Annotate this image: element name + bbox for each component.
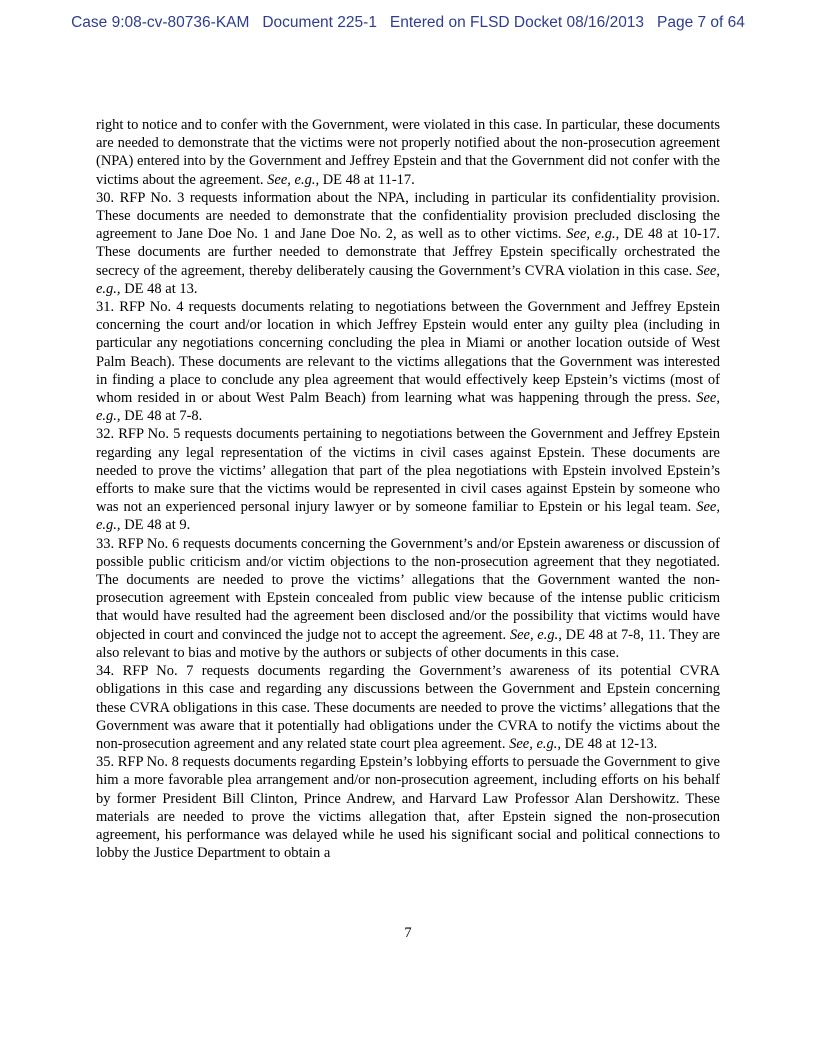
case-number: Case 9:08-cv-80736-KAM	[71, 14, 250, 31]
paragraph-text: 32. RFP No. 5 requests documents pertaining to negotiations between the Government and Jeffrey Epstein regarding any legal representation of the victims in civil cases against Epstein. These documents are needed to prove the victims’ allegation that part of the plea negotiations with Epstein involved Epstein’s efforts to make sure that the victims would be represented in civil cases against Epstein by someone who was not an experienced personal injury lawyer or by someone familiar to Epstein or his legal team.	[96, 426, 720, 516]
paragraph-text: 33. RFP No. 6 requests documents concerning the Government’s and/or Epstein awareness or discussion of possible public criticism and/or victim objections to the non-prosecution agreement that they negotiated. The documents are needed to prove the victims’ allegations that the Government wanted the non-prosecution agreement with Epstein concealed from public view because of the intense public criticism that would have resulted had the agreement been disclosed and/or the possibility that victims would have objected in court and convinced the judge not to accept the agreement.	[96, 535, 720, 643]
page-count: Page 7 of 64	[656, 14, 745, 31]
page-number: 7	[404, 925, 412, 941]
document-number: Document 225-1	[262, 14, 377, 31]
citation-signal: See, e.g.,	[96, 262, 720, 297]
docket-header	[0, 14, 816, 32]
document-body	[96, 116, 720, 862]
citation-signal: See, e.g.,	[509, 735, 562, 752]
paragraph-text: 31. RFP No. 4 requests documents relating to negotiations between the Government and Jeffrey Epstein concerning the court and/or location in which Jeffrey Epstein would enter any guilty plea (including in particular any negotiations concerning concluding the plea in Miami or another location outside of West Palm Beach). These documents are relevant to the victims allegations that the Government was interested in finding a place to conclude any plea agreement that would effectively keep Epstein’s victims (most of whom resided in or about West Palm Beach) from learning what was happening through the press.	[96, 299, 720, 407]
paragraph-text: right to notice and to confer with the Government, were violated in this case. In particular, these documents are needed to demonstrate that the victims were not properly notified about the non-prosecution agreement (NPA) entered into by the Government and Jeffrey Epstein and that the Government did not confer with the victims about the agreement.	[96, 117, 720, 188]
paragraph-p35	[96, 753, 720, 862]
paragraph-text: 30. RFP No. 3 requests information about the NPA, including in particular its confidentiality provision. These documents are needed to demonstrate that the confidentiality provision precluded disclosing the agreement to Jane Doe No. 1 and Jane Doe No. 2, as well as to other victims.	[96, 189, 720, 243]
entered-date: Entered on FLSD Docket 08/16/2013	[389, 14, 645, 31]
citation-signal: See, e.g.,	[96, 390, 720, 425]
citation-signal: See, e.g.,	[267, 171, 320, 188]
paragraph-text: DE 48 at 10-17. These documents are further needed to demonstrate that Jeffrey Epstein specifically orchestrated the secrecy of the agreement, thereby deliberately causing the Government’s CVRA violation in this case.	[96, 226, 720, 279]
citation-signal: See, e.g.,	[96, 499, 720, 534]
paragraph-text: 34. RFP No. 7 requests documents regarding the Government’s awareness of its potential CVRA obligations in this case and regarding any discussions between the Government and Epstein concerning these CVRA obligations in this case. These documents are needed to prove the victims’ allegations that the Government was aware that it potentially had obligations under the CVRA to notify the victims about the non-prosecution agreement and any related state court plea agreement.	[96, 663, 720, 752]
paragraph-text: 35. RFP No. 8 requests documents regarding Epstein’s lobbying efforts to persuade the Government to give him a more favorable plea arrangement and/or non-prosecution agreement, including efforts on his behalf by former President Bill Clinton, Prince Andrew, and Harvard Law Professor Alan Dershowitz. These materials are needed to prove the victims allegation that, after Epstein signed the non-prosecution agreement, his performance was delayed while he used his significant social and political connections to lobby the Justice Department to obtain a	[96, 754, 720, 862]
paragraph-p33	[96, 535, 720, 662]
paragraph-text: DE 48 at 7-8, 11. They are also relevant to bias and motive by the authors or subjects of other documents in this case.	[96, 626, 720, 661]
citation-signal: See, e.g.,	[566, 226, 620, 243]
paragraph-text: DE 48 at 12-13.	[561, 735, 658, 752]
paragraph-text: DE 48 at 9.	[120, 517, 191, 534]
paragraph-text: DE 48 at 7-8.	[120, 408, 203, 425]
paragraph-p0	[96, 116, 720, 189]
paragraph-p30	[96, 189, 720, 298]
citation-signal: See, e.g.,	[509, 626, 562, 643]
paragraph-p32	[96, 425, 720, 534]
paragraph-p34	[96, 662, 720, 753]
paragraph-p31	[96, 298, 720, 425]
paragraph-text: DE 48 at 11-17.	[319, 171, 415, 188]
paragraph-text: DE 48 at 13.	[120, 280, 198, 297]
